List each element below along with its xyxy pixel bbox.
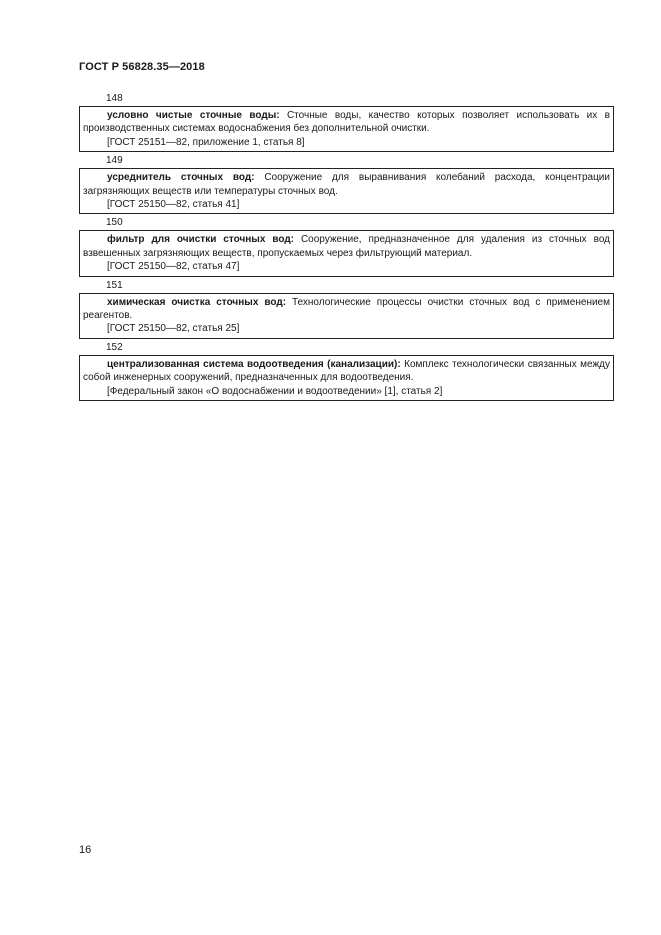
term-definition-paragraph bbox=[83, 233, 610, 260]
term-box bbox=[79, 230, 614, 276]
term-name: усреднитель сточных вод: bbox=[107, 172, 255, 184]
term-entry bbox=[79, 91, 614, 152]
term-definition: Комплекс технологически связанных между собой инженерных сооружений, предназначенных для водоотведения. bbox=[83, 358, 610, 384]
term-box bbox=[79, 106, 614, 152]
term-box bbox=[79, 355, 614, 401]
term-entry bbox=[79, 278, 614, 339]
term-definition: Сооружение, предназначенное для удаления из сточных вод взвешенных загрязняющих веществ, пропускаемых через фильтрующий материал. bbox=[83, 234, 610, 259]
term-entry bbox=[79, 215, 614, 276]
term-number: 151 bbox=[106, 279, 123, 291]
term-source: [ГОСТ 25150—82, статья 47] bbox=[107, 261, 240, 273]
term-entry bbox=[79, 340, 614, 401]
term-source: [ГОСТ 25150—82, статья 25] bbox=[107, 323, 240, 335]
terms-list bbox=[79, 91, 614, 402]
term-name: химическая очистка сточных вод: bbox=[107, 296, 287, 308]
term-number: 150 bbox=[106, 217, 123, 229]
term-entry bbox=[79, 153, 614, 214]
term-name: фильтр для очистки сточных вод: bbox=[107, 234, 295, 246]
term-source: [Федеральный закон «О водоснабжении и водоотведении» [1], статья 2] bbox=[107, 385, 443, 397]
term-definition: Сточные воды, качество которых позволяет использовать их в производственных системах водоснабжения без дополнительной очистки. bbox=[83, 110, 610, 135]
term-definition-paragraph bbox=[83, 171, 610, 198]
term-number: 148 bbox=[106, 93, 123, 104]
page-number: 16 bbox=[79, 844, 92, 856]
term-definition-paragraph bbox=[83, 109, 610, 136]
term-source: [ГОСТ 25151—82, приложение 1, статья 8] bbox=[107, 136, 305, 148]
term-definition-paragraph bbox=[83, 358, 610, 385]
term-definition-paragraph bbox=[83, 296, 610, 323]
term-number: 149 bbox=[106, 155, 123, 167]
term-box bbox=[79, 293, 614, 339]
document-header: ГОСТ Р 56828.35—2018 bbox=[79, 61, 205, 73]
term-definition: Технологические процессы очистки сточных вод с применением реагентов. bbox=[83, 296, 610, 322]
term-name: условно чистые сточные воды: bbox=[107, 110, 280, 121]
term-number: 152 bbox=[106, 341, 123, 353]
term-definition: Сооружение для выравнивания колебаний расхода, концентрации загрязняющих веществ или температуры сточных вод. bbox=[83, 172, 610, 197]
term-source: [ГОСТ 25150—82, статья 41] bbox=[107, 199, 240, 211]
term-name: централизованная система водоотведения (канализации): bbox=[107, 358, 401, 370]
term-box bbox=[79, 168, 614, 214]
